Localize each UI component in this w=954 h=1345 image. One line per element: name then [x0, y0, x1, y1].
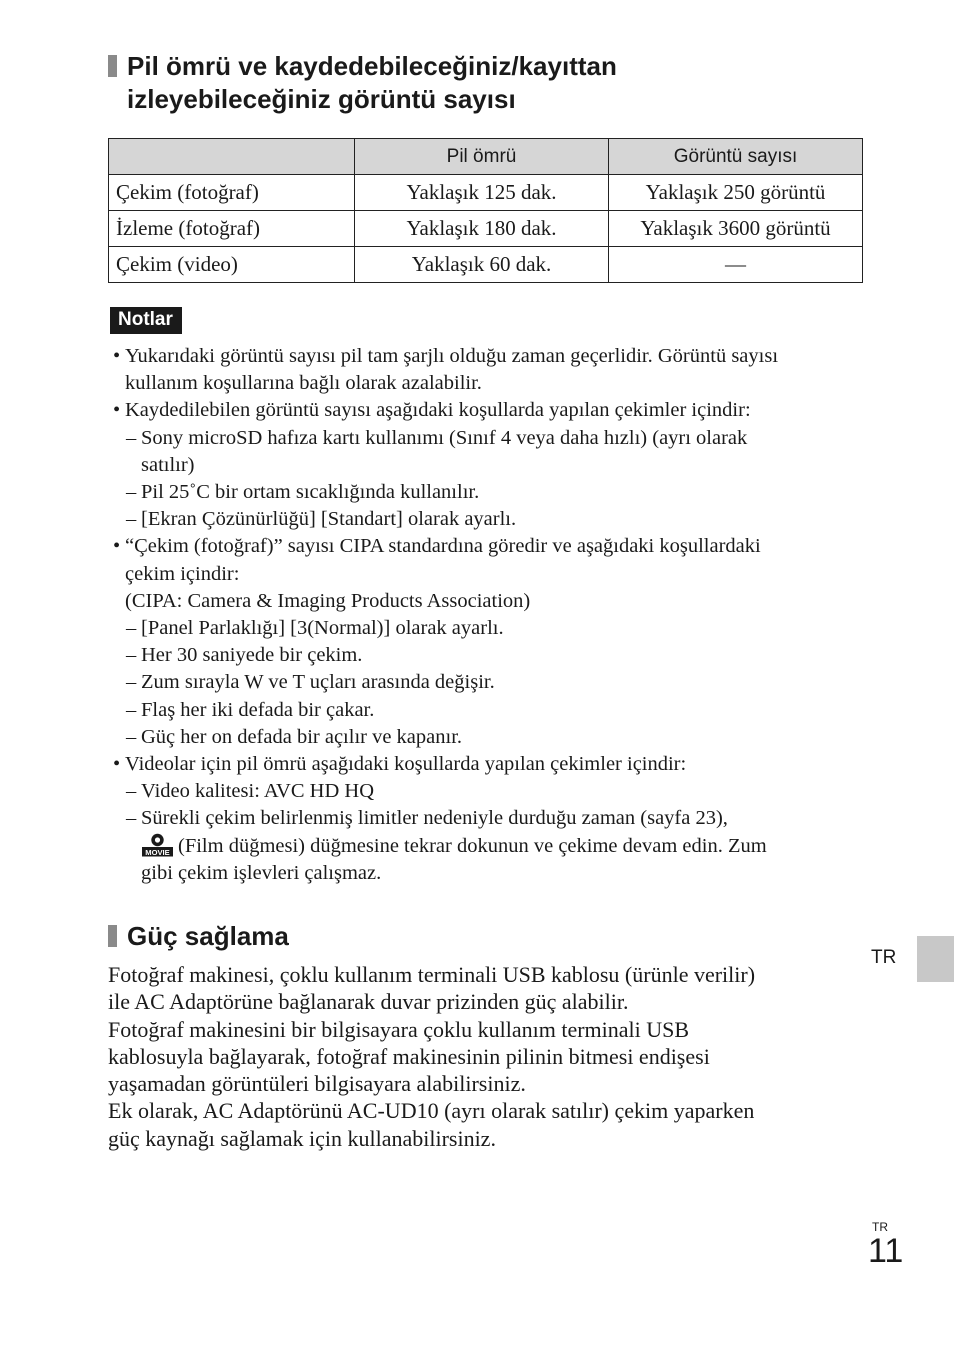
side-language-label: TR	[871, 947, 897, 968]
table-header-cell	[109, 139, 355, 175]
note-dash-item: – Video kalitesi: AVC HD HQ	[110, 778, 870, 805]
note-dash-item: – Güç her on defada bir açılır ve kapanır.	[110, 724, 870, 751]
note-continuation: gibi çekim işlevleri çalışmaz.	[141, 861, 382, 884]
text-line: Ek olarak, AC Adaptörünü AC-UD10 (ayrı olarak satılır) çekim yaparken	[108, 1098, 755, 1124]
note-dash-item: – Sony microSD hafıza kartı kullanımı (Sınıf 4 veya daha hızlı) (ayrı olarak	[110, 425, 870, 452]
note-bullet: • Kaydedilebilen görüntü sayısı aşağıdaki koşullarda yapılan çekimler içindir:	[110, 397, 870, 424]
table-cell: Yaklaşık 3600 görüntü	[609, 211, 863, 247]
table-header-cell: Görüntü sayısı	[609, 139, 863, 175]
text-line: ile AC Adaptörüne bağlanarak duvar prizinden güç alabilir.	[108, 989, 629, 1015]
note-text: (Film düğmesi) düğmesine tekrar dokunun ve çekime devam edin. Zum	[178, 834, 767, 857]
note-continuation	[110, 833, 870, 860]
note-dash-item: – Sürekli çekim belirlenmiş limitler nedeniyle durduğu zaman (sayfa 23),	[110, 805, 870, 832]
note-dash-item: – Her 30 saniyede bir çekim.	[110, 642, 870, 669]
note-continuation: çekim içindir:	[125, 562, 240, 585]
section-marker	[108, 55, 117, 77]
text-line: Fotoğraf makinesi, çoklu kullanım terminali USB kablosu (ürünle verilir)	[108, 962, 756, 987]
note-continuation: satılır)	[141, 453, 195, 476]
note-bullet: • Videolar için pil ömrü aşağıdaki koşullarda yapılan çekimler içindir:	[110, 751, 870, 778]
table-cell: İzleme (fotoğraf)	[109, 211, 355, 247]
table-row	[109, 175, 863, 211]
table-cell: Yaklaşık 125 dak.	[355, 175, 609, 211]
paragraph	[108, 1097, 868, 1152]
table-cell: Çekim (fotoğraf)	[109, 175, 355, 211]
table-header-cell: Pil ömrü	[355, 139, 609, 175]
table-row	[109, 211, 863, 247]
power-body	[108, 961, 868, 1152]
movie-button-icon	[141, 833, 174, 857]
battery-life-table	[108, 138, 863, 283]
page-number: 11	[868, 1232, 904, 1270]
notes-list	[110, 343, 870, 887]
section-title-battery	[108, 50, 868, 116]
table-header-row	[109, 139, 863, 175]
note-dash-item: – Zum sırayla W ve T uçları arasında değişir.	[110, 669, 870, 696]
svg-text:MOVIE: MOVIE	[145, 847, 170, 857]
section-marker	[108, 925, 117, 947]
note-continuation: (CIPA: Camera & Imaging Products Association)	[125, 589, 531, 612]
text-line: yaşamadan görüntüleri bilgisayara alabilirsiniz.	[108, 1071, 526, 1097]
note-bullet: • Yukarıdaki görüntü sayısı pil tam şarjlı olduğu zaman geçerlidir. Görüntü sayısı	[110, 343, 870, 370]
section-title-line2: izleyebileceğiniz görüntü sayısı	[127, 84, 516, 114]
note-dash-item: – [Ekran Çözünürlüğü] [Standart] olarak ayarlı.	[110, 506, 870, 533]
section-title-text: Güç sağlama	[127, 921, 289, 951]
table-cell: Yaklaşık 60 dak.	[355, 247, 609, 283]
note-dash-item: – Flaş her iki defada bir çakar.	[110, 697, 870, 724]
table-cell: Yaklaşık 250 görüntü	[609, 175, 863, 211]
note-continuation: kullanım koşullarına bağlı olarak azalabilir.	[125, 372, 482, 395]
paragraph	[108, 1016, 868, 1098]
section-title-line1: Pil ömrü ve kaydedebileceğiniz/kayıttan	[127, 51, 617, 81]
table-row	[109, 247, 863, 283]
text-line: kablosuyla bağlayarak, fotoğraf makinesinin pilinin bitmesi endişesi	[108, 1043, 710, 1069]
text-line: güç kaynağı sağlamak için kullanabilirsiniz.	[108, 1125, 496, 1151]
note-dash-item: – Pil 25˚C bir ortam sıcaklığında kullanılır.	[110, 479, 870, 506]
table-cell: —	[609, 247, 863, 283]
paragraph	[108, 961, 868, 1016]
side-tab-marker	[917, 936, 954, 982]
table-cell: Çekim (video)	[109, 247, 355, 283]
section-title-power	[108, 920, 289, 953]
table-cell: Yaklaşık 180 dak.	[355, 211, 609, 247]
text-line: Fotoğraf makinesini bir bilgisayara çoklu kullanım terminali USB	[108, 1016, 690, 1042]
notes-badge: Notlar	[110, 307, 182, 334]
note-bullet: • “Çekim (fotoğraf)” sayısı CIPA standardına göredir ve aşağıdaki koşullardaki	[110, 533, 870, 560]
page-language-label: TR	[872, 1220, 888, 1234]
note-dash-item: – [Panel Parlaklığı] [3(Normal)] olarak ayarlı.	[110, 615, 870, 642]
